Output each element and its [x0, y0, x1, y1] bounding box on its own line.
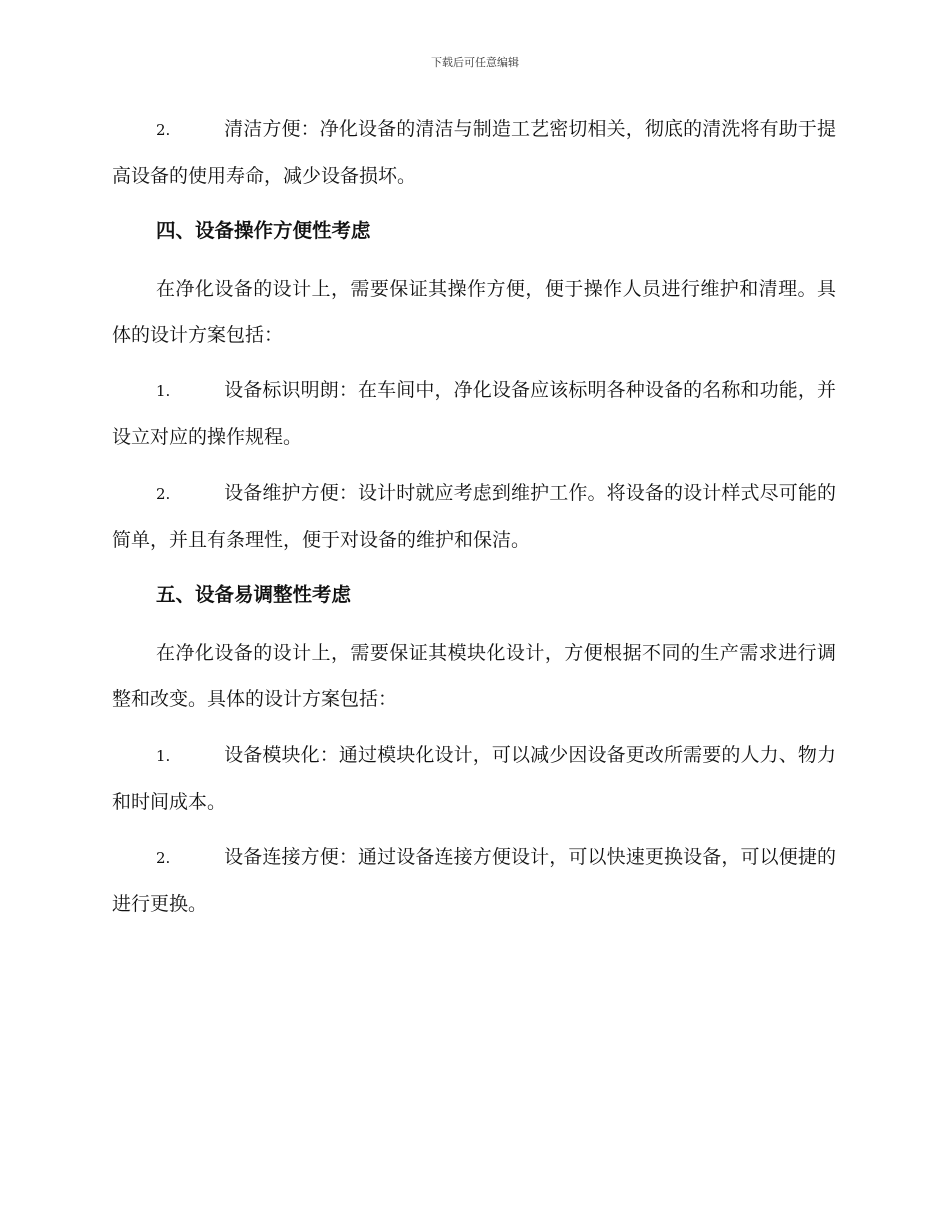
- list-number: 2.: [156, 121, 171, 139]
- section-heading: 五、设备易调整性考虑: [156, 583, 352, 606]
- list-item: [112, 106, 836, 199]
- list-item-text: 设备模块化：通过模块化设计，可以减少因设备更改所需要的人力、物力和时间成本。: [112, 744, 836, 813]
- list-item-text: 清洁方便：净化设备的清洁与制造工艺密切相关，彻底的清洗将有助于提高设备的使用寿命，减少设备损坏。: [112, 118, 836, 187]
- list-item: [112, 470, 836, 563]
- paragraph: 在净化设备的设计上，需要保证其操作方便，便于操作人员进行维护和清理。具体的设计方案包括：: [112, 278, 836, 346]
- list-number: 1.: [156, 747, 171, 765]
- list-number: 2.: [156, 849, 171, 867]
- list-item: [112, 834, 836, 927]
- list-item-text: 设备维护方便：设计时就应考虑到维护工作。将设备的设计样式尽可能的简单，并且有条理性，便于对设备的维护和保洁。: [112, 482, 836, 551]
- list-item-text: 设备标识明朗：在车间中，净化设备应该标明各种设备的名称和功能，并设立对应的操作规程。: [112, 379, 836, 448]
- list-item-text: 设备连接方便：通过设备连接方便设计，可以快速更换设备，可以便捷的进行更换。: [112, 846, 836, 915]
- list-number: 2.: [156, 485, 171, 503]
- page-header: 下载后可任意编辑: [431, 56, 519, 69]
- list-item: [112, 732, 836, 825]
- list-number: 1.: [156, 382, 171, 400]
- list-item: [112, 367, 836, 460]
- section-heading: 四、设备操作方便性考虑: [156, 219, 371, 242]
- paragraph: 在净化设备的设计上，需要保证其模块化设计，方便根据不同的生产需求进行调整和改变。具体的设计方案包括：: [112, 642, 836, 710]
